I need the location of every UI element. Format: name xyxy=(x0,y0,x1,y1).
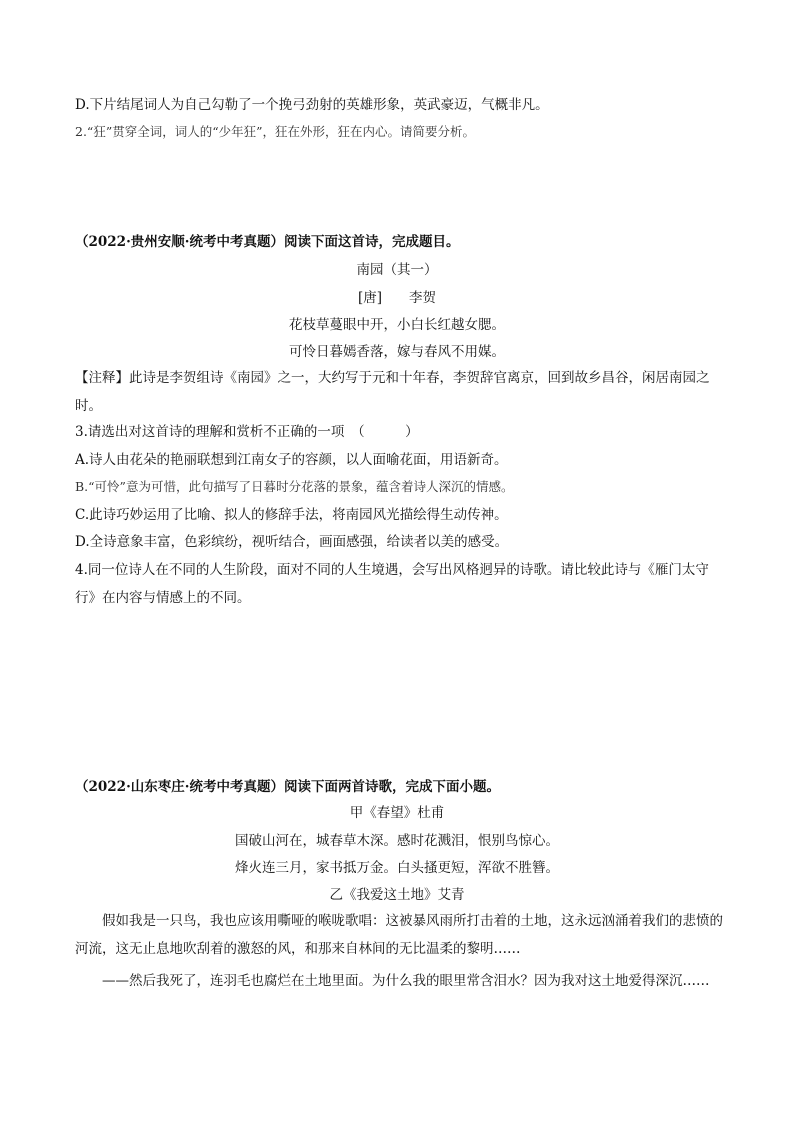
poem-line: 花枝草蔓眼中开，小白长红越女腮。 xyxy=(289,317,505,333)
poem-a-title: 甲《春望》杜甫 xyxy=(349,805,445,821)
option-d: D.全诗意象丰富，色彩缤纷，视听结合，画面感强，给读者以美的感受。 xyxy=(75,534,509,550)
option-d-text: D.下片结尾词人为自己勾勒了一个挽弓劲射的英雄形象，英武豪迈，气概非凡。 xyxy=(75,97,549,113)
option-a: A.诗人由花朵的艳丽联想到江南女子的容颜，以人面喻花面，用语新奇。 xyxy=(75,452,508,468)
section-source-heading: （2022·山东枣庄·统考中考真题）阅读下面两首诗歌，完成下面小题。 xyxy=(75,779,500,795)
question-2-text: 2.“狂”贯穿全词，词人的“少年狂”，狂在外形，狂在内心。请简要分析。 xyxy=(75,124,475,139)
poem-note: 【注释】此诗是李贺组诗《南园》之一，大约写于元和十年春，李贺辞官离京，回到故乡昌谷，闲居南园之时。 xyxy=(75,370,710,414)
section-source-heading: （2022·贵州安顺·统考中考真题）阅读下面这首诗，完成题目。 xyxy=(75,234,460,250)
poem-b-paragraph: ——然后我死了，连羽毛也腐烂在土地里面。为什么我的眼里常含泪水？因为我对这土地爱得深沉…… xyxy=(102,973,710,989)
option-b: B.“可怜”意为可惜，此句描写了日暮时分花落的景象，蕴含着诗人深沉的情感。 xyxy=(75,479,514,494)
option-c: C.此诗巧妙运用了比喻、拟人的修辞手法，将南园风光描绘得生动传神。 xyxy=(75,507,508,523)
poem-title: 南园（其一） xyxy=(356,262,438,278)
poem-a-line: 烽火连三月，家书抵万金。白头搔更短，浑欲不胜簪。 xyxy=(235,860,559,876)
poem-line: 可怜日暮嫣香落，嫁与春风不用媒。 xyxy=(289,344,505,360)
poem-a-line: 国破山河在，城春草木深。感时花溅泪，恨别鸟惊心。 xyxy=(235,833,559,849)
poem-b-paragraph: 假如我是一只鸟，我也应该用嘶哑的喉咙歌唱：这被暴风雨所打击着的土地，这永远汹涌着我们的悲愤的河流，这无止息地吹刮着的激怒的风，和那来自林间的无比温柔的黎明…… xyxy=(75,913,723,957)
question-4-text: 4.同一位诗人在不同的人生阶段，面对不同的人生境遇，会写出风格迥异的诗歌。请比较此诗与《雁门太守行》在内容与情感上的不同。 xyxy=(75,562,709,606)
poem-author: [唐] 李贺 xyxy=(357,290,437,306)
question-3-text: 3.请选出对这首诗的理解和赏析不正确的一项 （ ） xyxy=(75,424,419,440)
poem-b-title: 乙《我爱这土地》艾青 xyxy=(329,887,465,903)
